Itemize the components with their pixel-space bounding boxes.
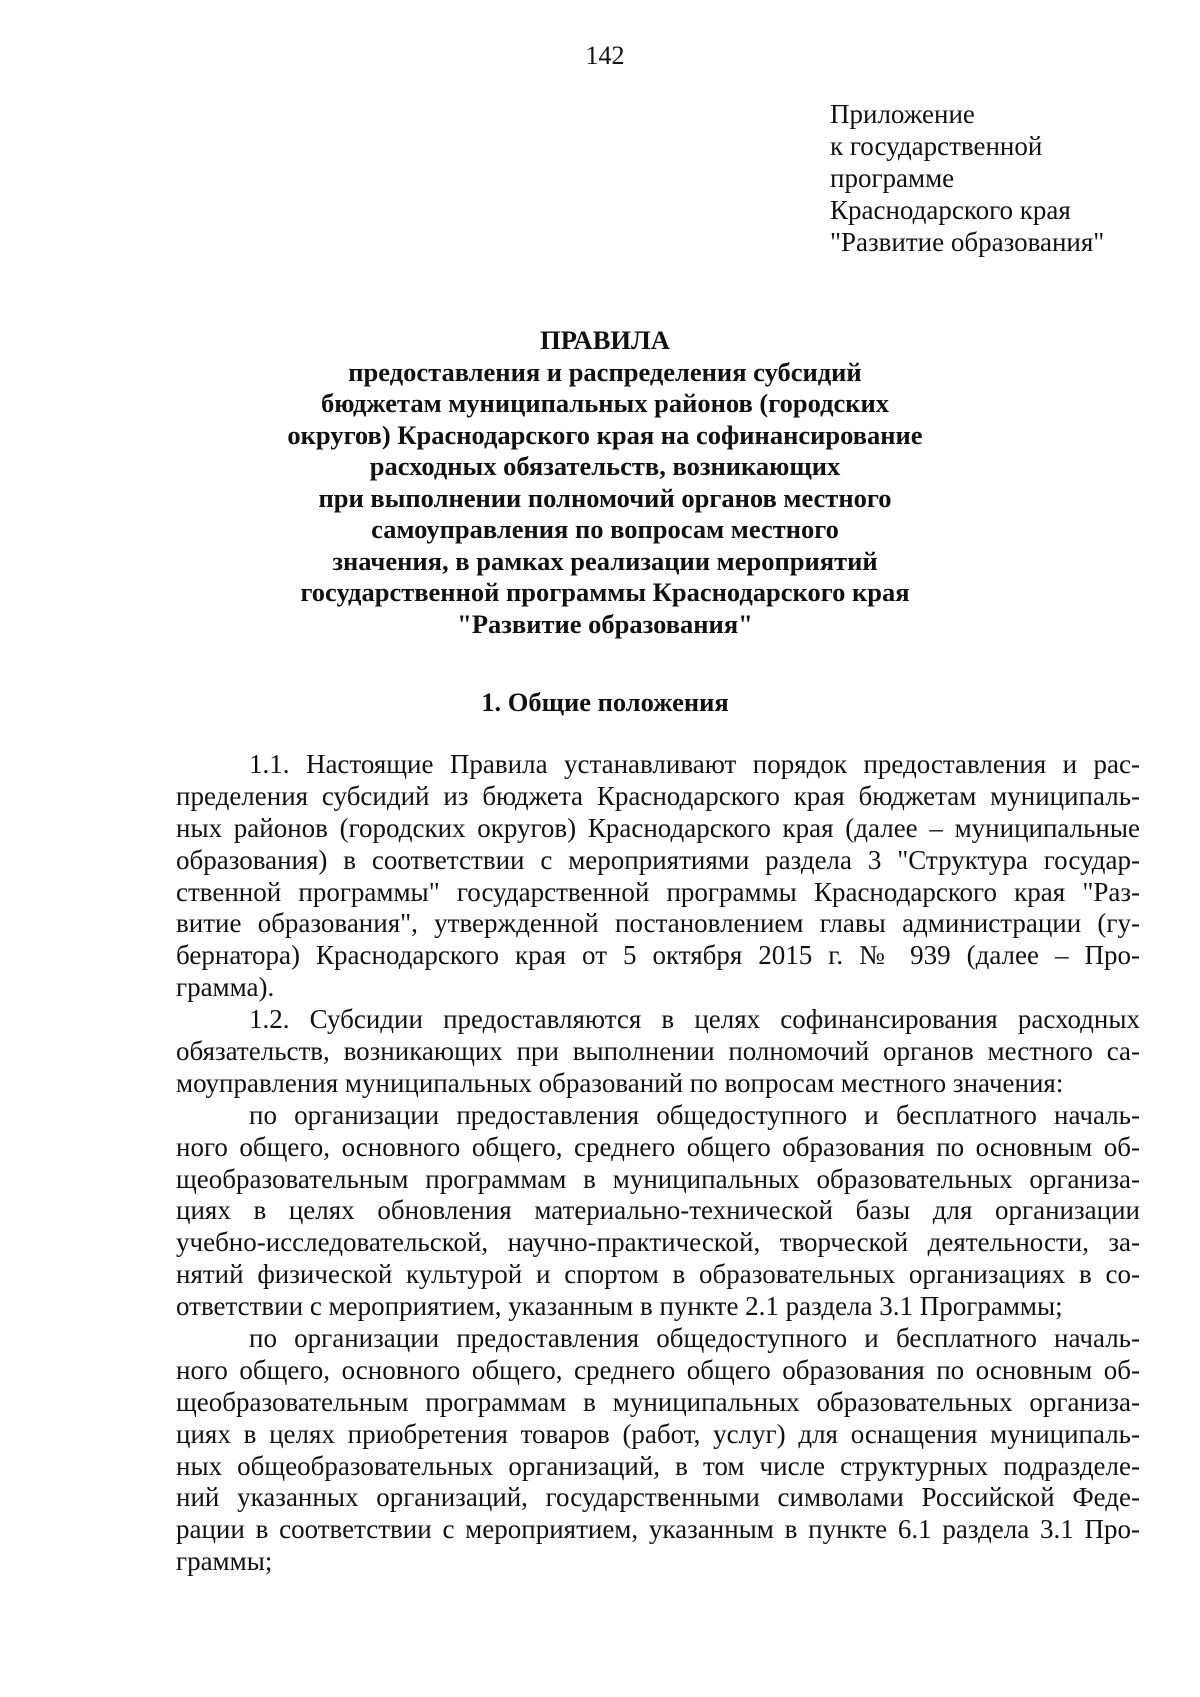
paragraph (176, 1100, 1140, 1323)
appendix-line: Приложение (830, 99, 975, 129)
text-line: ний указанных организаций, государственными символами Российской Феде- (176, 1482, 1140, 1513)
text-line: по организации предоставления общедоступного и бесплатного началь- (249, 1323, 1140, 1354)
document-title (0, 325, 1200, 640)
text-line: ного общего, основного общего, среднего общего образования по основным об- (176, 1131, 1140, 1162)
title-line: государственной программы Краснодарского края (300, 577, 910, 607)
text-line: ного общего, основного общего, среднего общего образования по основным об- (176, 1354, 1140, 1385)
appendix-line: Краснодарского края (830, 195, 1071, 225)
title-line: предоставления и распределения субсидий (348, 356, 862, 387)
appendix-note (830, 98, 1170, 258)
body-text (176, 749, 1140, 1578)
text-line: бернатора) Краснодарского края от 5 октября 2015 г. № 939 (далее – Про- (176, 940, 1140, 971)
text-line: по организации предоставления общедоступного и бесплатного началь- (249, 1099, 1140, 1130)
text-line: щеобразовательным программам в муниципальных образовательных организа- (176, 1386, 1140, 1417)
page-number: 142 (585, 41, 625, 70)
appendix-line: к государственной (830, 131, 1043, 161)
text-line: обязательств, возникающих при выполнении полномочий органов местного са- (176, 1036, 1140, 1067)
section-heading: 1. Общие положения (481, 687, 729, 717)
title-line: "Развитие образования" (457, 608, 753, 639)
title-line: значения, в рамках реализации мероприятий (332, 545, 878, 576)
text-line: витие образования", утвержденной постановлением главы администрации (гу- (176, 908, 1140, 939)
text-line: нятий физической культурой и спортом в образовательных организациях в со- (176, 1259, 1140, 1290)
appendix-line: программе (830, 163, 955, 193)
text-line: ных общеобразовательных организаций, в том числе структурных подразделе- (176, 1450, 1140, 1481)
title-line: бюджетам муниципальных районов (городских (320, 388, 890, 418)
text-line: щеобразовательным программам в муниципальных образовательных организа- (176, 1163, 1140, 1194)
paragraph (176, 1323, 1140, 1578)
text-line: учебно-исследовательской, научно-практической, творческой деятельности, за- (176, 1227, 1140, 1258)
text-line: пределения субсидий из бюджета Краснодарского края бюджетам муниципаль- (176, 780, 1140, 811)
text-line: ных районов (городских округов) Краснодарского края (далее – муниципальные (176, 812, 1140, 843)
text-line: ственной программы" государственной программы Краснодарского края "Раз- (176, 876, 1140, 907)
text-line: образования) в соответствии с мероприятиями раздела 3 "Структура государ- (176, 844, 1140, 875)
text-line: циях в целях приобретения товаров (работ, услуг) для оснащения муниципаль- (176, 1418, 1140, 1449)
text-line: рации в соответствии с мероприятием, указанным в пункте 6.1 раздела 3.1 Про- (176, 1514, 1140, 1545)
text-line: граммы; (176, 1546, 273, 1577)
text-line: грамма). (176, 972, 275, 1003)
text-line: ответствии с мероприятием, указанным в пункте 2.1 раздела 3.1 Программы; (176, 1291, 1063, 1322)
text-line: моуправления муниципальных образований по вопросам местного значения: (176, 1067, 1064, 1098)
title-line: ПРАВИЛА (540, 325, 670, 355)
title-line: самоуправления по вопросам местного (371, 514, 839, 544)
text-line: 1.1. Настоящие Правила устанавливают порядок предоставления и рас- (249, 749, 1140, 779)
paragraph (176, 1004, 1140, 1100)
paragraph (176, 749, 1140, 1004)
title-line: расходных обязательств, возникающих (369, 451, 841, 481)
appendix-line: "Развитие образования" (830, 227, 1105, 257)
text-line: 1.2. Субсидии предоставляются в целях софинансирования расходных (249, 1004, 1140, 1035)
title-line: при выполнении полномочий органов местного (318, 482, 892, 513)
text-line: циях в целях обновления материально-технической базы для организации (176, 1195, 1140, 1226)
title-line: округов) Краснодарского края на софинансирование (287, 419, 923, 450)
